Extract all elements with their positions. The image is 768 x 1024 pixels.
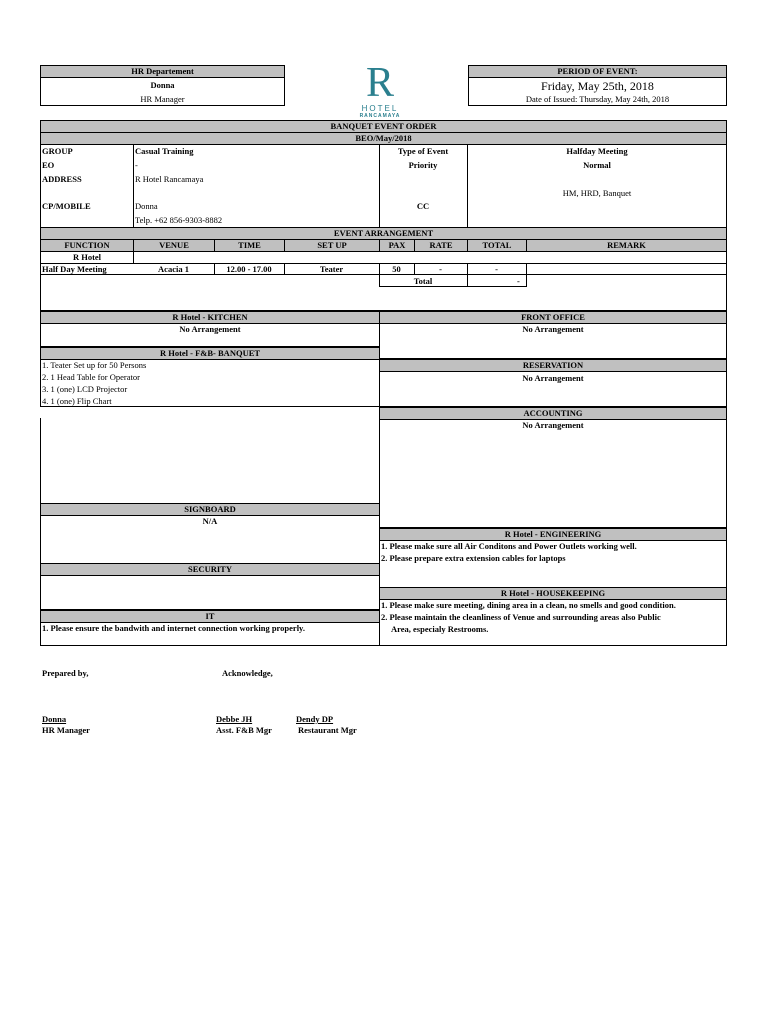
type-value: Halfday Meeting [566,146,628,156]
priority-value: Normal [583,160,611,170]
it-text: 1. Please ensure the bandwith and internet connection working properly. [42,623,305,633]
signboard-text: N/A [202,516,218,526]
accounting-header: ACCOUNTING [379,407,727,420]
arrangement-title: EVENT ARRANGEMENT [40,227,727,240]
col-setup: SET UP [284,239,380,252]
col-rate: RATE [414,239,468,252]
row-total: - [495,264,498,274]
period-issued: Date of Issued: Thursday, May 24th, 2018 [525,94,670,104]
beo-number: BEO/May/2018 [40,132,727,145]
type-label: Type of Event [397,146,449,156]
kitchen-text: No Arrangement [179,324,241,334]
banquet-item-3: 3. 1 (one) LCD Projector [42,384,128,394]
eo-value: - [135,160,138,170]
cp-label: CP/MOBILE [42,201,91,211]
section-r-hotel-label: R Hotel [72,252,102,262]
logo-line2: RANCAMAYA [359,113,401,119]
beo-title: BANQUET EVENT ORDER [40,120,727,133]
period-header: PERIOD OF EVENT: [468,65,727,78]
hr-role: HR Manager [140,94,185,104]
banquet-item-2: 2. 1 Head Table for Operator [42,372,140,382]
engineering-item-1: 1. Please make sure all Air Conditons and Power Outlets working well. [381,541,637,551]
housekeeping-item-2: 2. Please maintain the cleanliness of Venue and surrounding areas also Public [381,612,661,622]
acknowledge-label: Acknowledge, [222,668,273,678]
engineering-header: R Hotel - ENGINEERING [379,528,727,541]
col-function: FUNCTION [40,239,134,252]
cp-value: Donna [135,201,158,211]
prepared-by-label: Prepared by, [42,668,89,678]
front-office-header: FRONT OFFICE [379,311,727,324]
engineering-item-2: 2. Please prepare extra extension cables for laptops [381,553,566,563]
housekeeping-header: R Hotel - HOUSEKEEPING [379,587,727,600]
signer-1-role: HR Manager [42,725,90,735]
reservation-text: No Arrangement [522,373,584,383]
signer-2-role: Asst. F&B Mgr [216,725,272,735]
housekeeping-item-1: 1. Please make sure meeting, dining area in a clean, no smells and good condition. [381,600,676,610]
signboard-header: SIGNBOARD [40,503,380,516]
total-label: Total [413,276,433,286]
signer-3-role: Restaurant Mgr [298,725,357,735]
row-venue: Acacia 1 [158,264,189,274]
row-pax: 50 [392,264,401,274]
col-venue: VENUE [133,239,215,252]
signer-3-name: Dendy DP [296,714,334,724]
accounting-text: No Arrangement [522,420,584,430]
eo-label: EO [42,160,55,170]
signer-2-name: Debbe JH [216,714,253,724]
period-date: Friday, May 25th, 2018 [541,79,654,93]
col-pax: PAX [379,239,415,252]
housekeeping-item-3: Area, especialy Restrooms. [391,624,489,634]
front-office-text: No Arrangement [522,324,584,334]
kitchen-header: R Hotel - KITCHEN [40,311,380,324]
security-header: SECURITY [40,563,380,576]
it-header: IT [40,610,380,623]
hr-dept-header: HR Departement [40,65,285,78]
col-total: TOTAL [467,239,527,252]
col-time: TIME [214,239,285,252]
row-setup: Teater [319,264,344,274]
group-value: Casual Training [135,146,194,156]
total-value: - [517,276,520,286]
group-label: GROUP [42,146,73,156]
col-remark: REMARK [526,239,727,252]
reservation-header: RESERVATION [379,359,727,372]
logo-line1: HOTEL [361,104,399,113]
priority-label: Priority [408,160,438,170]
cc-value: HM, HRD, Banquet [562,188,632,198]
hr-name: Donna [150,80,175,90]
banquet-header: R Hotel - F&B- BANQUET [40,347,380,360]
row-rate: - [439,264,442,274]
row-function: Half Day Meeting [42,264,107,274]
banquet-item-1: 1. Teater Set up for 50 Persons [42,360,147,370]
address-label: ADDRESS [42,174,82,184]
telp-value: Telp. +62 856-9303-8882 [135,215,223,225]
cc-label: CC [416,201,430,211]
banquet-item-4: 4. 1 (one) Flip Chart [42,396,112,406]
hotel-logo [340,62,420,122]
signer-1-name: Donna [42,714,67,724]
logo-letter: R [365,60,394,106]
address-value: R Hotel Rancamaya [135,174,204,184]
row-time: 12.00 - 17.00 [226,264,272,274]
